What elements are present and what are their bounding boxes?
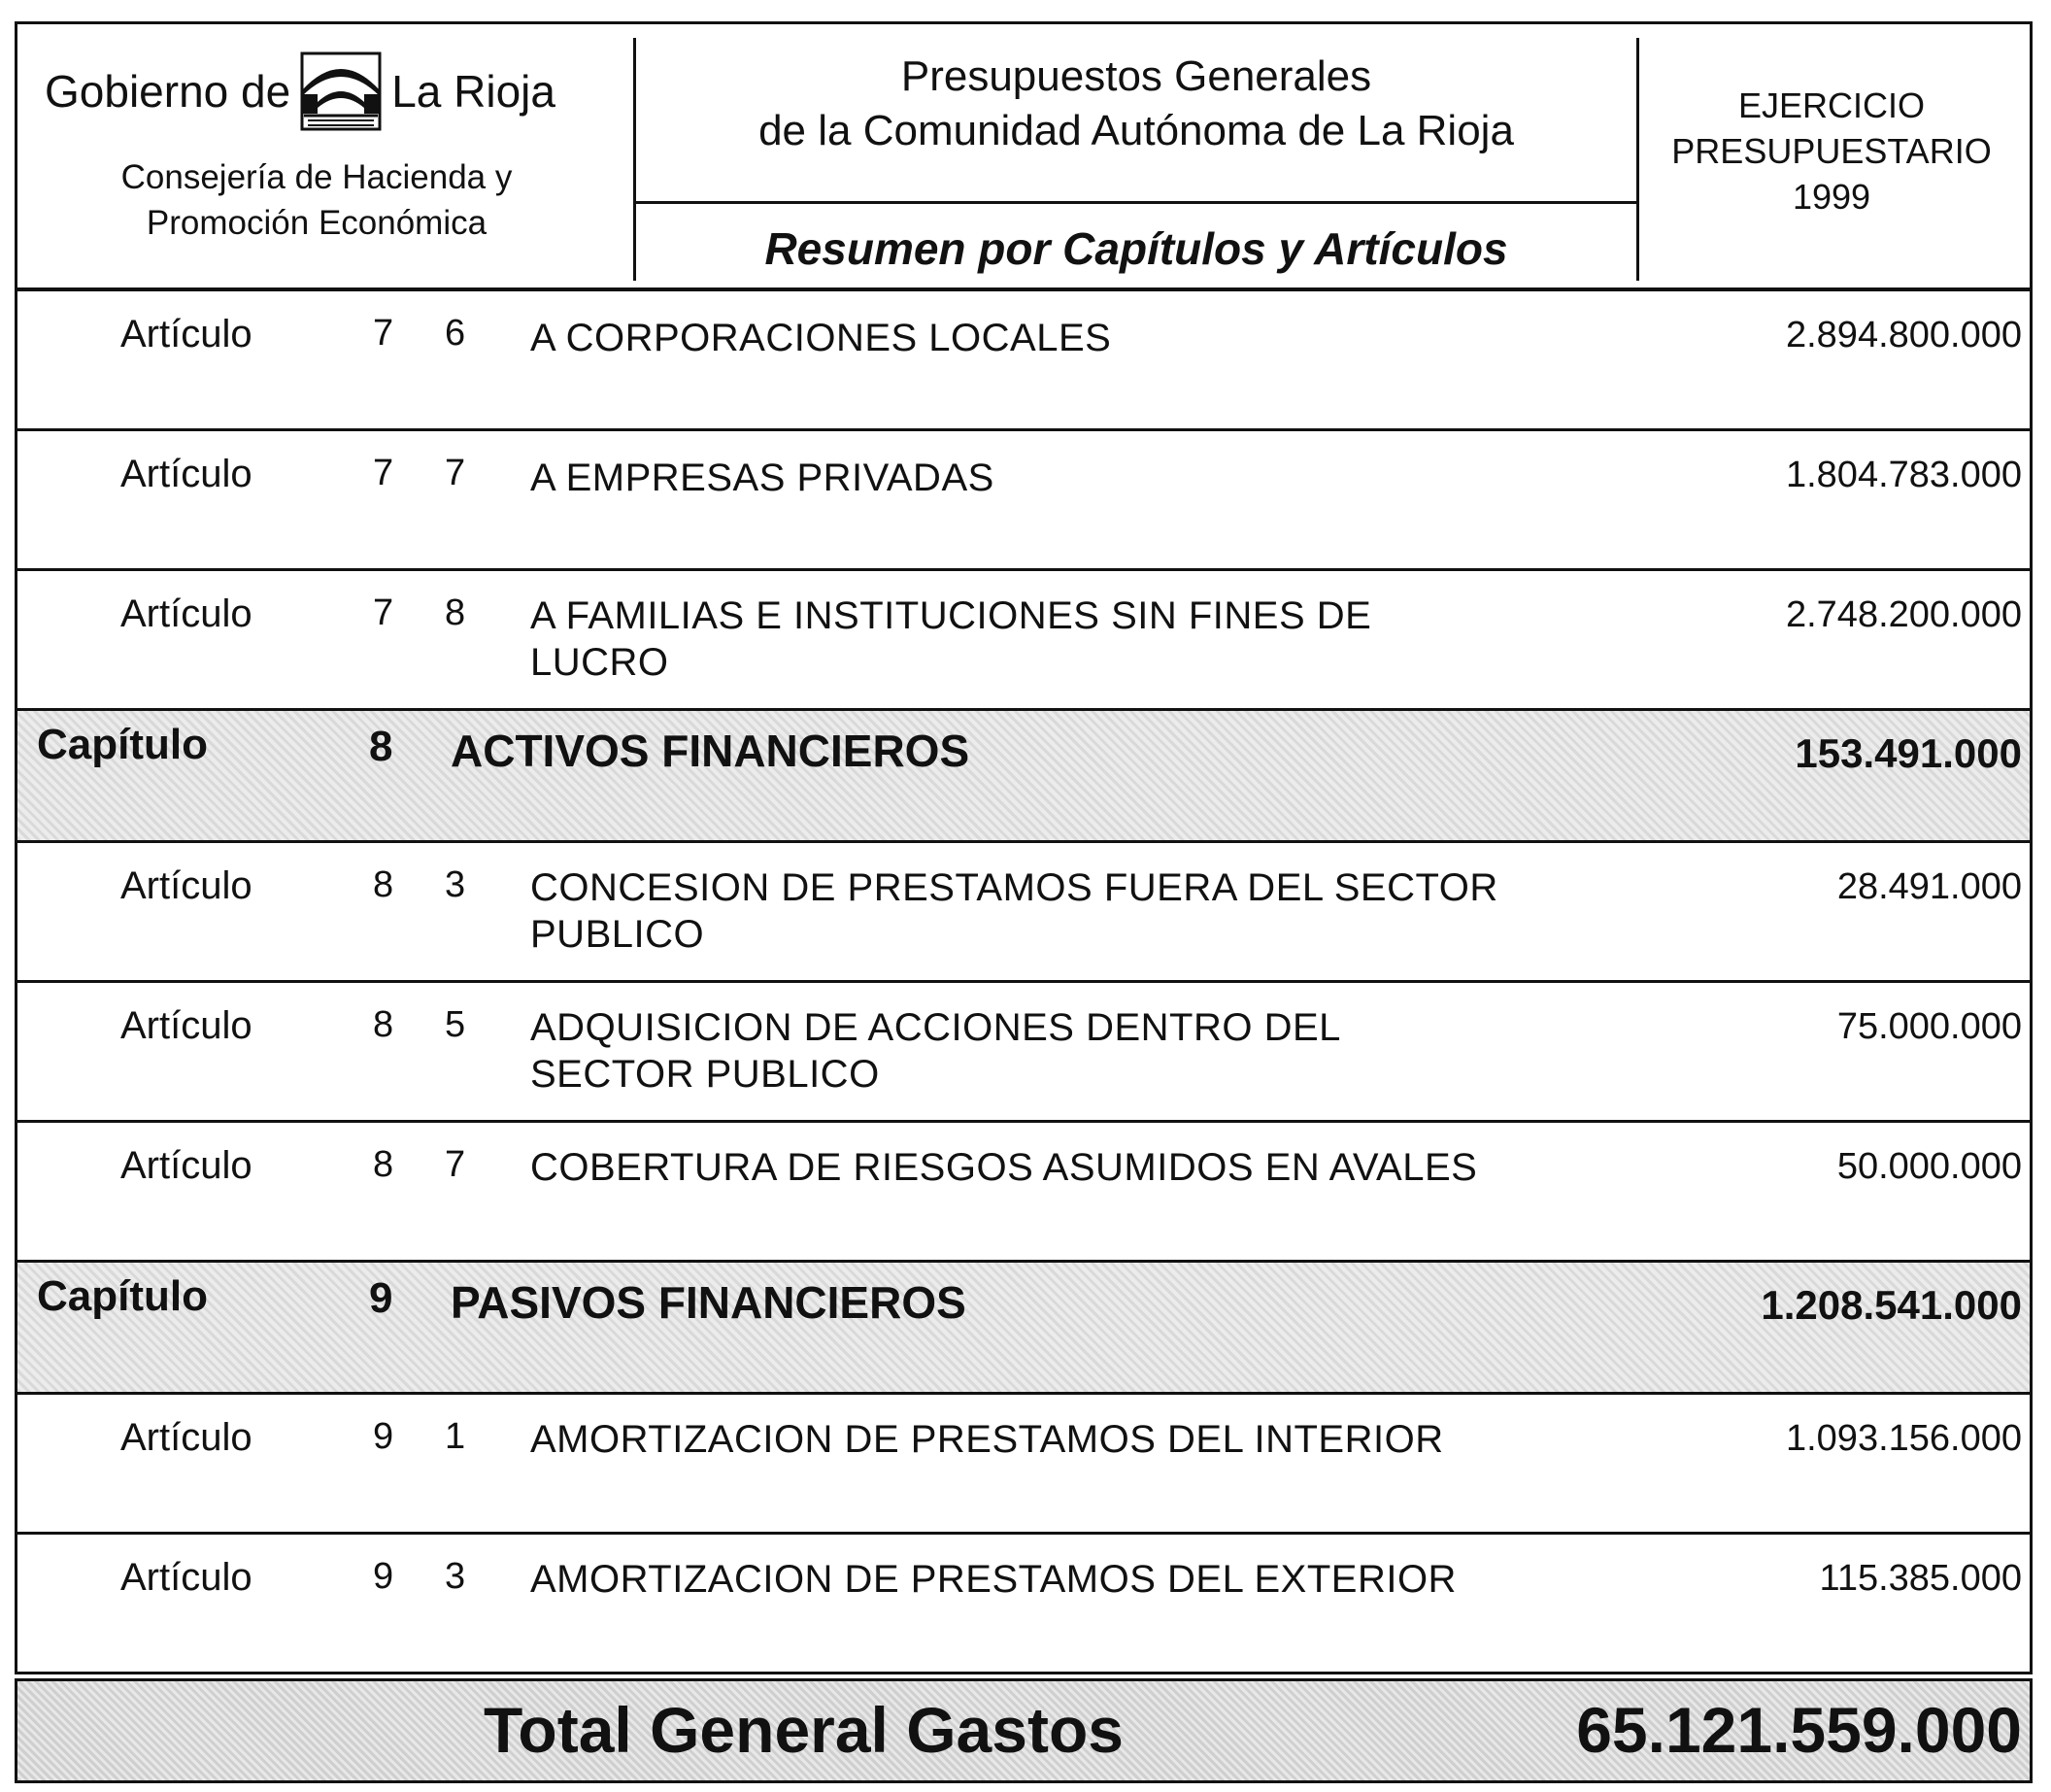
row-amount: 50.000.000 [1836, 1146, 2022, 1187]
chapter-number: 7 [373, 592, 394, 633]
row-description: CONCESION DE PRESTAMOS FUERA DEL SECTOR PUBLICO [530, 866, 1498, 956]
row-description: A CORPORACIONES LOCALES [530, 317, 1112, 359]
title-line-2: de la Comunidad Autónoma de La Rioja [758, 107, 1514, 154]
table-row [15, 1123, 2033, 1263]
table-row [15, 1395, 2033, 1535]
chapter-row [15, 1263, 2033, 1395]
chapter-number: 9 [369, 1274, 393, 1322]
ejercicio-line-1: EJERCICIO [1737, 85, 1926, 125]
chapter-number: 8 [369, 723, 393, 770]
row-description: AMORTIZACION DE PRESTAMOS DEL EXTERIOR [530, 1558, 1457, 1601]
ejercicio-line-2: PRESUPUESTARIO [1671, 131, 1992, 171]
article-number: 5 [445, 1004, 466, 1045]
consejeria-line-2: Promoción Económica [146, 204, 488, 242]
chapter-number: 8 [373, 1004, 394, 1045]
row-amount: 2.748.200.000 [1785, 594, 2022, 635]
article-number: 3 [445, 864, 466, 905]
table-row [15, 431, 2033, 571]
chapter-row [15, 711, 2033, 843]
article-number: 8 [445, 592, 466, 633]
row-amount: 2.894.800.000 [1785, 315, 2022, 355]
fiscal-year-block [1635, 83, 2028, 220]
table-row [15, 1535, 2033, 1674]
consejeria-line-1: Consejería de Hacienda y [120, 158, 513, 196]
row-type-label: Capítulo [37, 721, 208, 768]
article-number: 6 [445, 313, 466, 354]
la-rioja-logo-icon [300, 51, 382, 131]
row-type-label: Artículo [120, 864, 252, 907]
row-amount: 1.804.783.000 [1785, 455, 2022, 495]
row-type-label: Artículo [120, 1556, 252, 1599]
document-subtitle: Resumen por Capítulos y Artículos [764, 223, 1508, 274]
government-block [45, 51, 618, 246]
table-row [15, 291, 2033, 431]
total-row [15, 1678, 2033, 1783]
chapter-amount: 1.208.541.000 [1761, 1282, 2022, 1328]
article-number: 1 [445, 1416, 466, 1457]
budget-page [15, 21, 2033, 1770]
chapter-description: PASIVOS FINANCIEROS [451, 1277, 966, 1328]
title-box [633, 38, 1639, 281]
row-description: A FAMILIAS E INSTITUCIONES SIN FINES DE LUCRO [530, 594, 1372, 684]
title-line-1: Presupuestos Generales [900, 52, 1372, 100]
article-number: 3 [445, 1556, 466, 1597]
document-header [15, 21, 2033, 291]
row-type-label: Artículo [120, 1004, 252, 1047]
article-number: 7 [445, 453, 466, 493]
row-amount: 115.385.000 [1819, 1558, 2022, 1599]
row-description: AMORTIZACION DE PRESTAMOS DEL INTERIOR [530, 1418, 1444, 1461]
chapter-amount: 153.491.000 [1795, 730, 2022, 776]
table-row [15, 983, 2033, 1123]
row-amount: 1.093.156.000 [1785, 1418, 2022, 1459]
government-name: La Rioja [391, 66, 555, 117]
row-type-label: Artículo [120, 313, 252, 355]
row-description: ADQUISICION DE ACCIONES DENTRO DEL SECTOR PUBLICO [530, 1006, 1340, 1096]
chapter-number: 8 [373, 864, 394, 905]
row-type-label: Artículo [120, 1144, 252, 1187]
chapter-number: 7 [373, 453, 394, 493]
row-type-label: Artículo [120, 592, 252, 635]
chapter-description: ACTIVOS FINANCIEROS [451, 726, 970, 776]
budget-table [15, 291, 2033, 1783]
ejercicio-year: 1999 [1792, 177, 1871, 217]
chapter-number: 7 [373, 313, 394, 354]
total-amount: 65.121.559.000 [1576, 1694, 2022, 1766]
row-amount: 75.000.000 [1836, 1006, 2022, 1047]
chapter-number: 9 [373, 1556, 394, 1597]
row-type-label: Capítulo [37, 1272, 208, 1320]
row-description: COBERTURA DE RIESGOS ASUMIDOS EN AVALES [530, 1146, 1478, 1189]
row-type-label: Artículo [120, 1416, 252, 1459]
government-prefix: Gobierno de [45, 66, 291, 117]
government-line [45, 51, 618, 131]
row-description: A EMPRESAS PRIVADAS [530, 456, 994, 499]
document-title [636, 50, 1636, 158]
chapter-number: 8 [373, 1144, 394, 1185]
chapter-number: 9 [373, 1416, 394, 1457]
total-label: Total General Gastos [484, 1694, 1124, 1766]
title-divider [636, 201, 1636, 204]
table-row [15, 571, 2033, 711]
table-row [15, 843, 2033, 983]
consejeria-block [45, 154, 588, 246]
row-amount: 28.491.000 [1836, 866, 2022, 907]
article-number: 7 [445, 1144, 466, 1185]
row-type-label: Artículo [120, 453, 252, 495]
